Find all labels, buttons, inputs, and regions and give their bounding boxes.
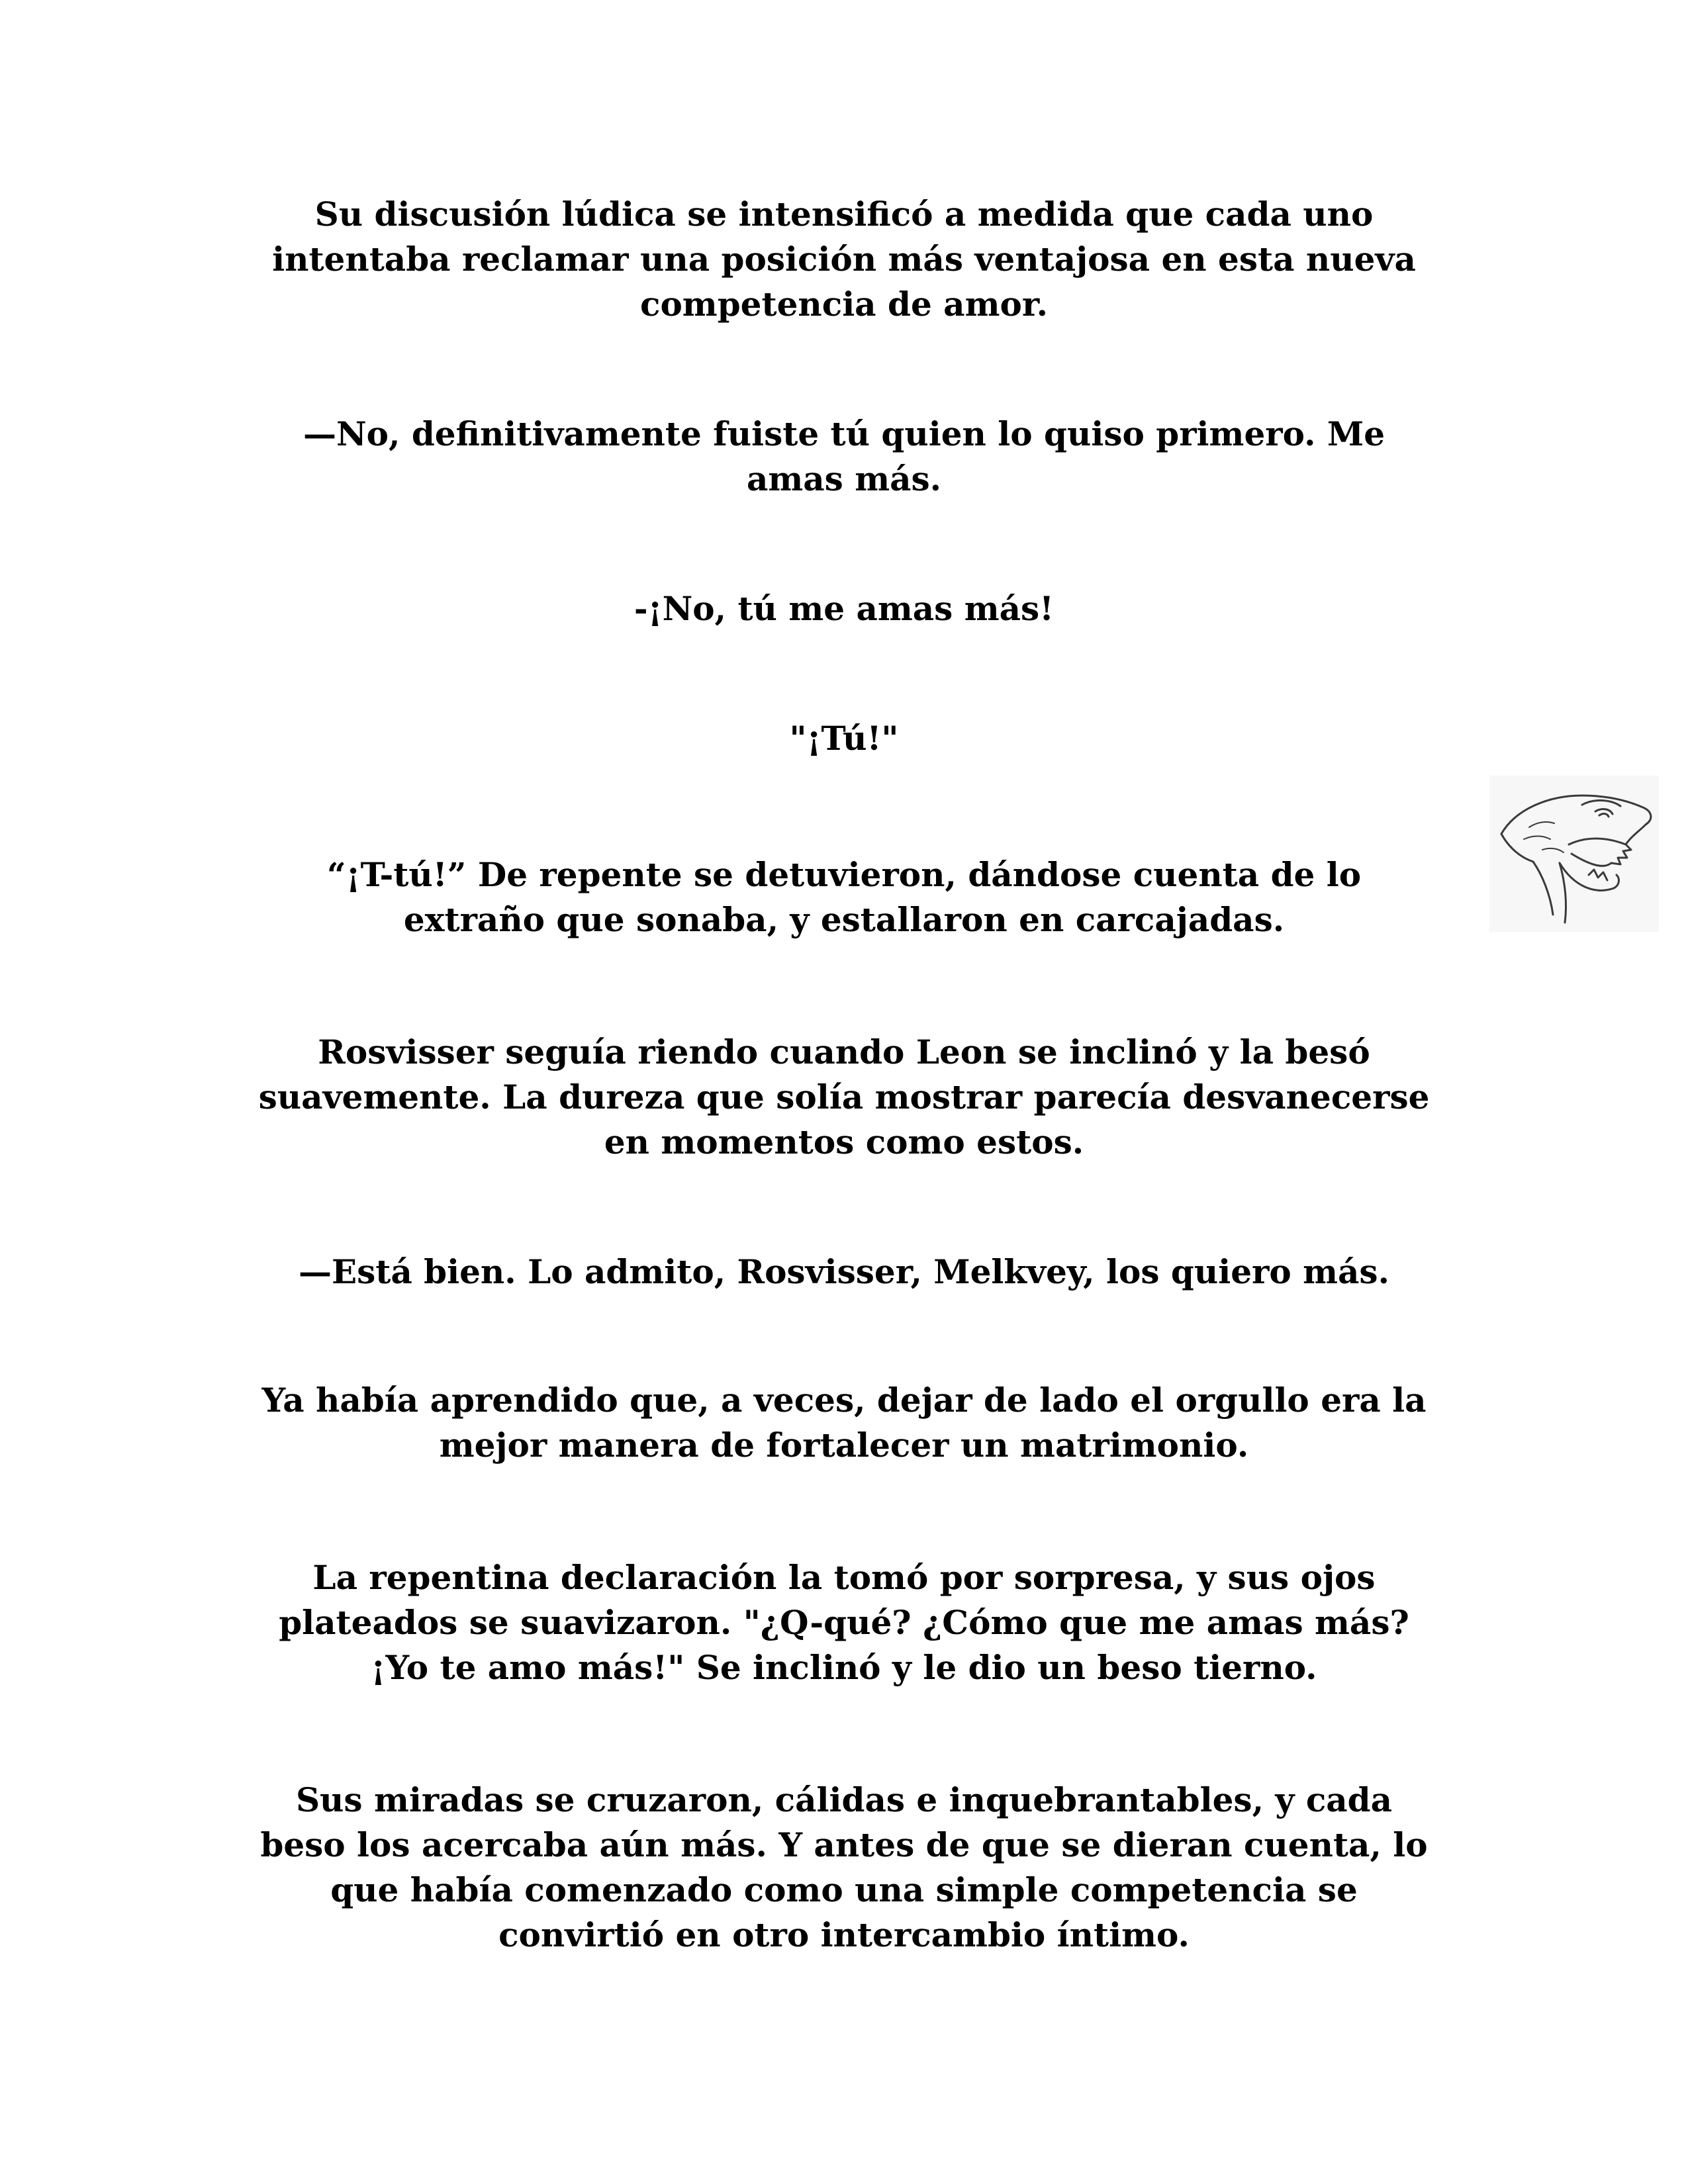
paragraph-2: —No, definitivamente fuiste tú quien lo quiso primero. Me amas más. xyxy=(303,414,1385,498)
paragraph-3: -¡No, tú me amas más! xyxy=(633,589,1055,628)
paragraph-8: Ya había aprendido que, a veces, dejar de lado el orgullo era la mejor manera de fortalecer un matrimonio. xyxy=(261,1381,1427,1465)
paragraph-6: Rosvisser seguía riendo cuando Leon se inclinó y la besó suavemente. La dureza que solía mostrar parecía desvanecerse en momentos como estos. xyxy=(258,1032,1430,1161)
dinosaur-sketch-icon xyxy=(1489,776,1659,932)
paragraph-9: La repentina declaración la tomó por sorpresa, y sus ojos plateados se suavizaron. "¿Q-qué? ¿Cómo que me amas más? ¡Yo te amo más!" Se inclinó y le dio un beso tierno. xyxy=(279,1558,1409,1687)
paragraph-7: —Está bien. Lo admito, Rosvisser, Melkvey, los quiero más. xyxy=(299,1252,1389,1291)
paragraph-1: Su discusión lúdica se intensificó a medida que cada uno intentaba reclamar una posición más ventajosa en esta nueva competencia de amor. xyxy=(272,195,1416,324)
paragraph-4: "¡Tú!" xyxy=(789,719,899,758)
paragraph-10: Sus miradas se cruzaron, cálidas e inquebrantables, y cada beso los acercaba aún más. Y antes de que se dieran cuenta, lo que había comenzado como una simple competencia se convirtió en otro intercambio íntimo. xyxy=(260,1780,1428,1954)
paragraph-5: “¡T-tú!” De repente se detuvieron, dándose cuenta de lo extraño que sonaba, y estallaron en carcajadas. xyxy=(326,855,1362,939)
